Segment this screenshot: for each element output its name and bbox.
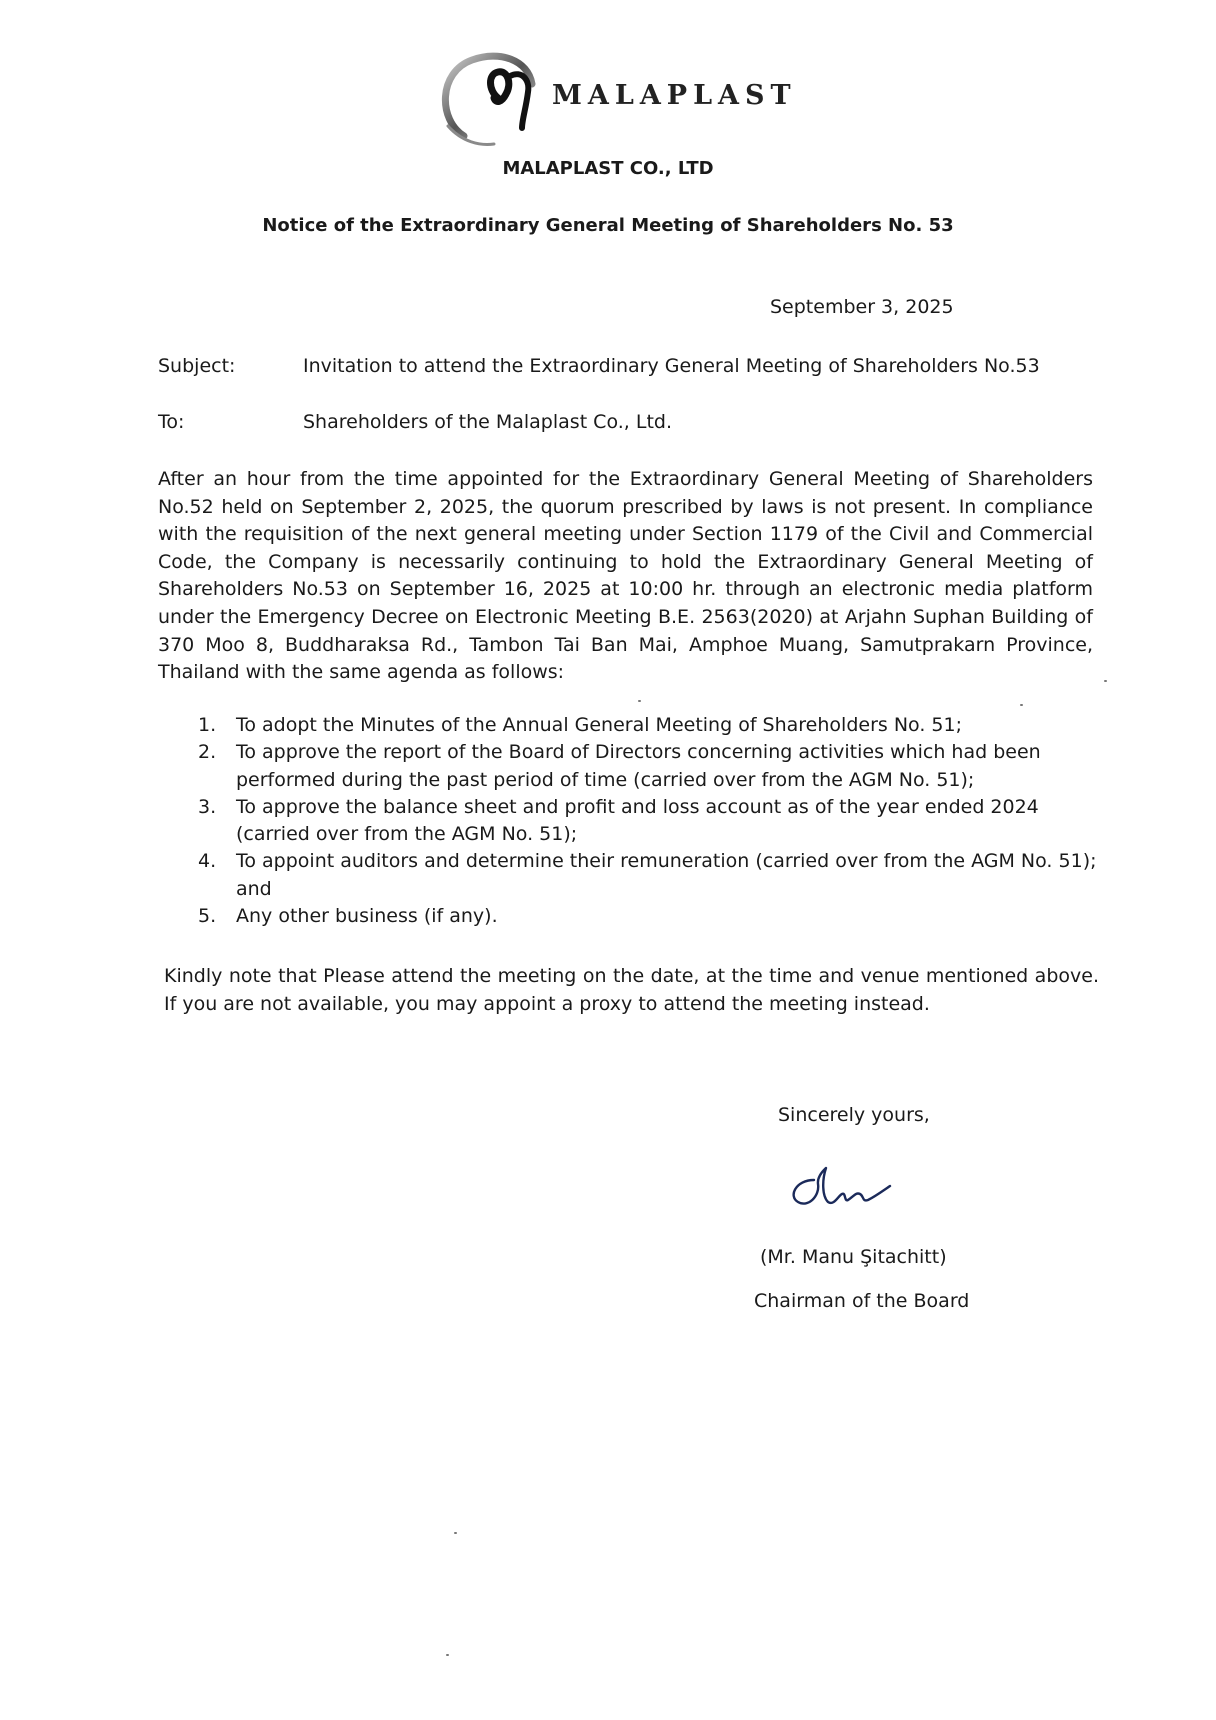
agenda-item-number: 1. (198, 714, 217, 736)
agenda-item-number: 4. (198, 850, 217, 873)
agenda-item (198, 903, 1098, 930)
signer-title: Chairman of the Board (754, 1290, 970, 1312)
agenda-item-number: 5. (198, 905, 217, 928)
letterhead-logo (436, 50, 836, 160)
scan-speck (1104, 680, 1107, 682)
company-name: MALAPLAST CO., LTD (502, 158, 714, 179)
subject-label: Subject: (158, 355, 236, 377)
handwritten-signature-icon (784, 1166, 904, 1216)
agenda-item (198, 794, 1098, 849)
agenda-item-text: To adopt the Minutes of the Annual General Meeting of Shareholders No. 51; (236, 714, 962, 736)
intro-paragraph: After an hour from the time appointed for the Extraordinary General Meeting of Shareholders No.52 held on September 2, 2025, the quorum prescribed by laws is not present. In compliance with the requisition of the next general meeting under Section 1179 of the Civil and Commercial Code, the Company is necessarily continuing to hold the Extraordinary General Meeting of Shareholders No.53 on September 16, 2025 at 10:00 hr. through an electronic media platform under the Emergency Decree on Electronic Meeting B.E. 2563(2020) at Arjahn Suphan Building of 370 Moo 8, Buddharaksa Rd., Tambon Tai Ban Mai, Amphoe Muang, Samutprakarn Province, Thailand with the same agenda as follows: (158, 468, 1093, 684)
signer-name: (Mr. Manu Şitachitt) (760, 1246, 947, 1268)
agenda-item-text: To approve the report of the Board of Directors concerning activities which had been performed during the past period of time (carried over from the AGM No. 51); (236, 741, 1041, 791)
scan-speck (638, 700, 641, 702)
letter-date: September 3, 2025 (770, 296, 954, 318)
recipient-label: To: (158, 411, 185, 433)
agenda-item (198, 848, 1098, 903)
scan-speck (1020, 704, 1023, 706)
agenda-item-number: 2. (198, 741, 217, 764)
agenda-item-text: To appoint auditors and determine their remuneration (carried over from the AGM No. 51); and (236, 850, 1097, 900)
agenda-item-number: 3. (198, 795, 217, 818)
agenda-item-text: To approve the balance sheet and profit and loss account as of the year ended 2024 (carried over from the AGM No. 51); (236, 795, 1039, 846)
recipient-value: Shareholders of the Malaplast Co., Ltd. (303, 411, 672, 433)
notice-title: Notice of the Extraordinary General Meeting of Shareholders No. 53 (262, 215, 954, 236)
scan-speck (454, 1532, 457, 1534)
scan-speck (446, 1654, 449, 1656)
note-paragraph: Kindly note that Please attend the meeting on the date, at the time and venue mentioned above. If you are not available, you may appoint a proxy to attend the meeting instead. (164, 965, 1099, 1015)
agenda-item (198, 712, 1098, 739)
agenda-list (198, 712, 1098, 930)
subject-value: Invitation to attend the Extraordinary General Meeting of Shareholders No.53 (303, 355, 1040, 377)
closing-salutation: Sincerely yours, (778, 1104, 930, 1126)
malaplast-logo-icon (436, 50, 546, 155)
agenda-item (198, 739, 1098, 794)
agenda-item-text: Any other business (if any). (236, 905, 498, 928)
brand-wordmark: MALAPLAST (552, 80, 797, 111)
